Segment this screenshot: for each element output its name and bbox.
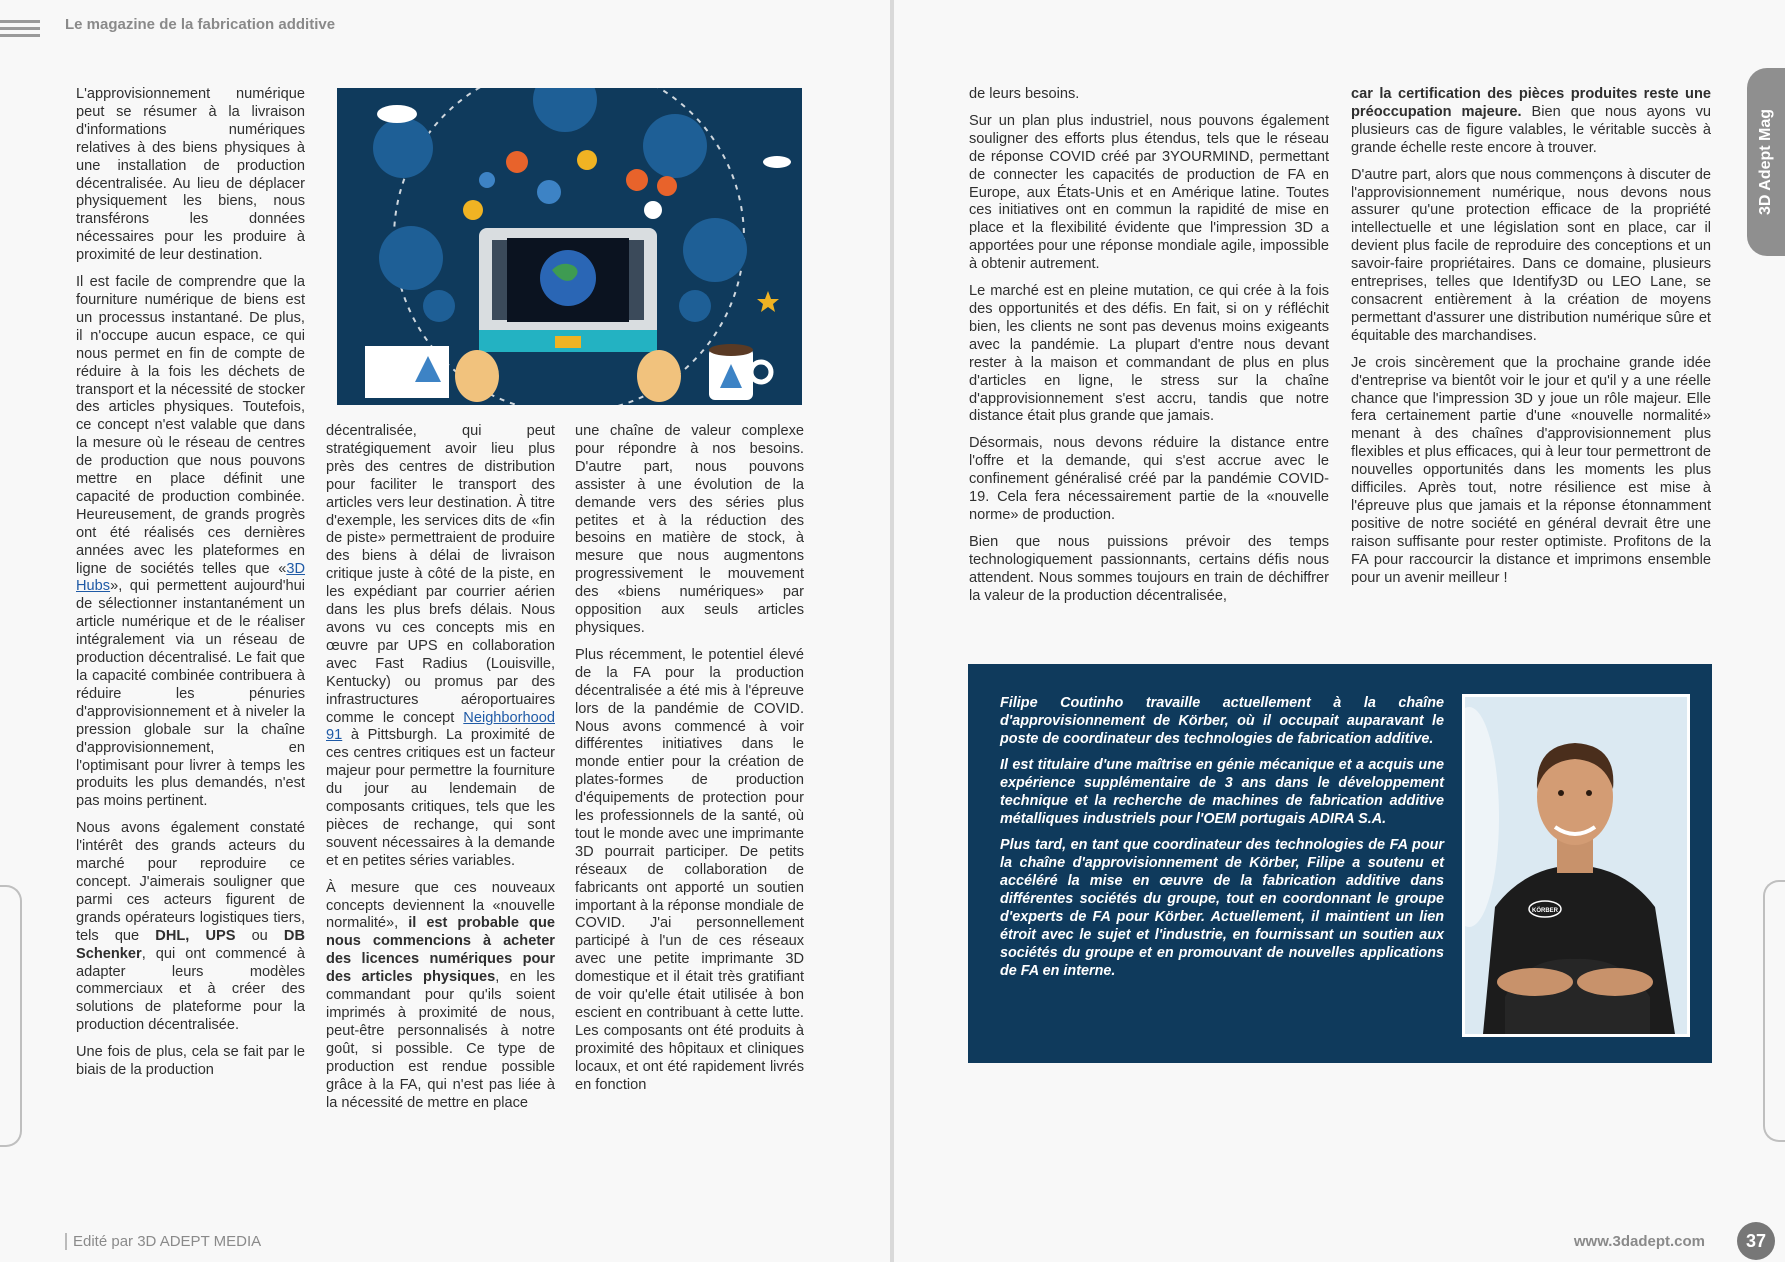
paragraph: Nous avons également constaté l'intérêt des grands acteurs du marché pour reproduire ce concept. J'aimerais souligner que parmi ces acteurs figurent de grands opérateurs logistiques tiers, tels que DHL, UPS ou DB Schenker, qui ont commencé à adapter leurs modèles commerciaux et à créer des solutions de plateforme pour la production décentralisée. bbox=[76, 820, 306, 1034]
illustration-svg bbox=[337, 88, 802, 405]
delivery-truck-icon bbox=[643, 114, 707, 178]
3d-hubs-link[interactable]: 3D Hubs bbox=[76, 560, 305, 595]
paragraph: décentralisée, qui peut stratégiquement avoir lieu plus près des centres de distribution pour faciliter le transport des articles vers leur destination. À titre d'exemple, les services dits de «fin de piste» permettraient de produire des biens à délai de livraison critique juste à côté de la piste, en les expédiant par courrier aérien dans les plus brefs délais. Nous avons vu ces concepts mis en œuvre par UPS en collaboration avec Fast Radius (Louisville, Kentucky) ou promus par des infrastructures aéroportuaires comme le concept Neighborhood 91 à Pittsburgh. La proximité de ces centres critiques est un facteur majeur pour permettre la fourniture du jour au lendemain de composants critiques, tels que les pièces de rechange, qui sont souvent nécessaires à la demande et en petites séries variables. bbox=[326, 423, 555, 869]
article-column-5 bbox=[1351, 86, 1711, 596]
left-hand bbox=[455, 350, 499, 402]
left-page bbox=[0, 0, 890, 1262]
author-portrait-svg bbox=[1465, 697, 1687, 1034]
paragraph: Plus récemment, le potentiel élevé de la FA pour la production décentralisée a été mis à l'épreuve lors de la pandémie de COVID. Nous avons commencé à voir différentes initiatives dans le monde entier pour la création de plates-formes de production d'équipements de protection pour les professionnels de la santé, où tout le monde avec une imprimante 3D pourrait participer. De petits réseaux de collaboration de fabricants ont apporté un soutien important à la réponse mondiale de COVID. J'ai personnellement participé à l'un de ces réseaux avec une petite imprimante 3D domestique et il était très gratifiant de voir qu'elle était utilisée à bon escient en contribuant à cette lutte. Les composants ont été produits à proximité des hôpitaux et cliniques locaux, et ont été rapidement livrés en fonction bbox=[575, 646, 804, 1093]
book-left bbox=[365, 346, 407, 398]
bio-paragraph: Il est titulaire d'une maîtrise en génie mécanique et a acquis une expérience supplémentaire de 3 ans dans le développement technique et la recherche de machines de fabrication additive métalliques industriels pour l'OEM portugais ADIRA S.A. bbox=[1000, 757, 1444, 827]
paragraph: de leurs besoins. bbox=[969, 86, 1080, 102]
paragraph: Bien que nous puissions prévoir des temps technologiquement passionnants, certains défis nous attendent. Nous sommes toujours en train de déchiffrer la valeur de la production décentralisée, bbox=[969, 533, 1329, 604]
article-column-1 bbox=[76, 86, 305, 1089]
side-tab-label: 3D Adept Mag bbox=[1757, 108, 1774, 216]
hand-tool-icon bbox=[373, 118, 433, 178]
right-hand bbox=[637, 350, 681, 402]
supply-chain-illustration bbox=[337, 88, 802, 405]
paragraph: Désormais, nous devons réduire la distance entre l'offre et la demande, qui s'est accrue avec le confinement généralisé créé par la pandémie COVID-19. Cela fera nécessairement partie de la «nouvelle norme» de production. bbox=[969, 435, 1329, 523]
right-page bbox=[894, 0, 1785, 1262]
paragraph: À mesure que ces nouveaux concepts deviennent la «nouvelle normalité», il est probable que nous commencions à acheter des licences numériques pour des articles physiques, en les commandant pour qu'ils soient imprimés à proximité de nous, peut-être personnalisés à notre goût, si possible. Ce type de production est rendue possible grâce à la FA, qui n'est pas liée à la nécessité de mettre en place bbox=[326, 879, 555, 1111]
article-column-3 bbox=[575, 423, 804, 1104]
neighborhood-91-link[interactable]: Neighborhood 91 bbox=[326, 709, 555, 744]
article-column-4 bbox=[969, 86, 1329, 614]
shirt-logo-text: KÖRBER bbox=[1531, 908, 1559, 914]
paragraph: Je crois sincèrement que la prochaine grande idée d'entreprise va bientôt voir le jour et qu'il y a une réelle chance que l'impression 3D y joue un rôle majeur. Elle fera certainement partie d'une «nouvelle normalité» menant à des chaînes d'approvisionnement plus flexibles et plus efficaces, qui à leur tour permettront de nouvelles opportunités dans les moments les plus difficiles. Après tout, notre résilience est mise à l'épreuve plus que jamais et la réponse étonnamment positive de notre société en général devrait être une raison suffisante pour rester optimiste. Profitons de la FA pour raccourcir la distance et imprimons ensemble pour un avenir meilleur ! bbox=[1351, 354, 1711, 586]
side-tab bbox=[1747, 68, 1785, 256]
globe-small-icon bbox=[533, 88, 597, 132]
paragraph: L'approvisionnement numérique peut se résumer à la livraison d'informations numériques relatives à des biens physiques à une installation de production décentralisée. Au lieu de déplacer physiquement les biens, nous transférons les données nécessaires pour les produire à proximité de leur destination. bbox=[76, 86, 305, 264]
paragraph: une chaîne de valeur complexe pour répondre à nos besoins. D'autre part, nous pouvons assister à une évolution de la demande vers des séries plus petites et à la réduction des besoins en matière de stock, à mesure que nous augmentons progressivement le mouvement des «biens numériques» par opposition aux seuls articles physiques. bbox=[575, 423, 804, 636]
paragraph: car la certification des pièces produites reste une préoccupation majeure. Bien que nous ayons vu plusieurs cas de figure valables, le véritable succès à grande échelle reste encore à trouver. bbox=[1351, 86, 1711, 156]
magazine-title: Le magazine de la fabrication additive bbox=[65, 16, 336, 33]
footer-edited-by: Edité par 3D ADEPT MEDIA bbox=[65, 1233, 261, 1250]
bio-paragraph: Plus tard, en tant que coordinateur des technologies de FA pour la chaîne d'approvisionnement de Körber, Filipe a soutenu et accéléré la mise en œuvre de la fabrication additive dans différentes sociétés du groupe, tout en coordonnant le groupe d'experts de FA pour Körber. Actuellement, il maintient un lien étroit avec le sujet et l'industrie, en fournissant un soutien aux sociétés du groupe et en promouvant de nouvelles applications de FA en interne. bbox=[1000, 837, 1444, 979]
decorative-bracket-left bbox=[0, 885, 22, 1147]
paragraph: Il est facile de comprendre que la fourniture numérique de biens est un processus instantané. De plus, il n'occupe aucun espace, ce qui nous permet en fin de compte de réduire à la fois les déchets de transport et la nécessité de stocker des articles physiques. Toutefois, ce concept n'est valable que dans la mesure où le réseau de centres de production que nous pouvons mettre en place définit une capacité de production combinée. Heureusement, de grands progrès ont été réalisés ces dernières années avec les plateformes en ligne de sociétés telles que «3D Hubs», qui permettent aujourd'hui de sélectionner instantanément un article numérique et de le réaliser intégralement via un réseau de production décentralisé. Le fait que la capacité combinée contribuera à réduire les pénuries d'approvisionnement et à niveler la pression globale sur la chaîne d'approvisionnement, en l'optimisant pour livrer à temps les produits les plus demandés, n'est pas moins pertinent. bbox=[76, 274, 305, 810]
gift-box-icon bbox=[683, 218, 747, 282]
author-photo bbox=[1462, 694, 1690, 1037]
paragraph: Une fois de plus, cela se fait par le biais de la production bbox=[76, 1044, 305, 1079]
page-number-badge: 37 bbox=[1737, 1222, 1775, 1260]
cloud-icon bbox=[377, 105, 417, 123]
paragraph: Le marché est en pleine mutation, ce qui crée à la fois des opportunités et des défis. En fait, si on y réfléchit bien, les clients ne sont pas devenus moins exigeants avec la pandémie. La plupart d'entre nous devant rester à la maison et commandant de plus en plus d'articles en ligne, le stress sur la chaîne d'approvisionnement s'est accru, tandis que notre distance était plus grande que jamais. bbox=[969, 283, 1329, 425]
paragraph: Sur un plan plus industriel, nous pouvons également souligner des efforts plus étendus, tels que le réseau de réponse COVID créé par 3YOURMIND, permettant de connecter les capacités de production de FA en Europe, aux États-Unis et en Amérique latine. Toutes ces initiatives ont en commun la rapidité de mise en place et la flexibilité évidente que l'impression 3D a apportées pour une réponse mondiale agile, impossible à obtenir autrement. bbox=[969, 112, 1329, 273]
shopping-cart-icon bbox=[379, 226, 443, 290]
author-bio-text bbox=[1000, 694, 1444, 988]
paragraph: D'autre part, alors que nous commençons à discuter de l'approvisionnement numérique, nous devons nous assurer qu'une protection efficace de la propriété intellectuelle et une législation sont en place, car il devient plus facile de reproduire des conceptions et un savoir-faire propriétaires. Dans ce domaine, plusieurs entreprises, telles que Identify3D ou LEO Lane, se consacrent entièrement à la création de moyens permettant d'assurer une distribution numérique sûre et équitable des marchandises. bbox=[1351, 166, 1711, 344]
footer-website: www.3dadept.com bbox=[1573, 1233, 1705, 1250]
star-icon bbox=[757, 291, 779, 312]
decorative-bracket-right bbox=[1763, 880, 1785, 1142]
article-column-2 bbox=[326, 423, 555, 1121]
bio-paragraph: Filipe Coutinho travaille actuellement à la chaîne d'approvisionnement de Körber, où il occupait auparavant le poste de coordinateur des technologies de fabrication additive. bbox=[1000, 695, 1444, 747]
author-bio-box bbox=[968, 664, 1712, 1063]
header-bars-decoration bbox=[0, 20, 40, 41]
author-name: Filipe Coutinho bbox=[1000, 695, 1124, 711]
